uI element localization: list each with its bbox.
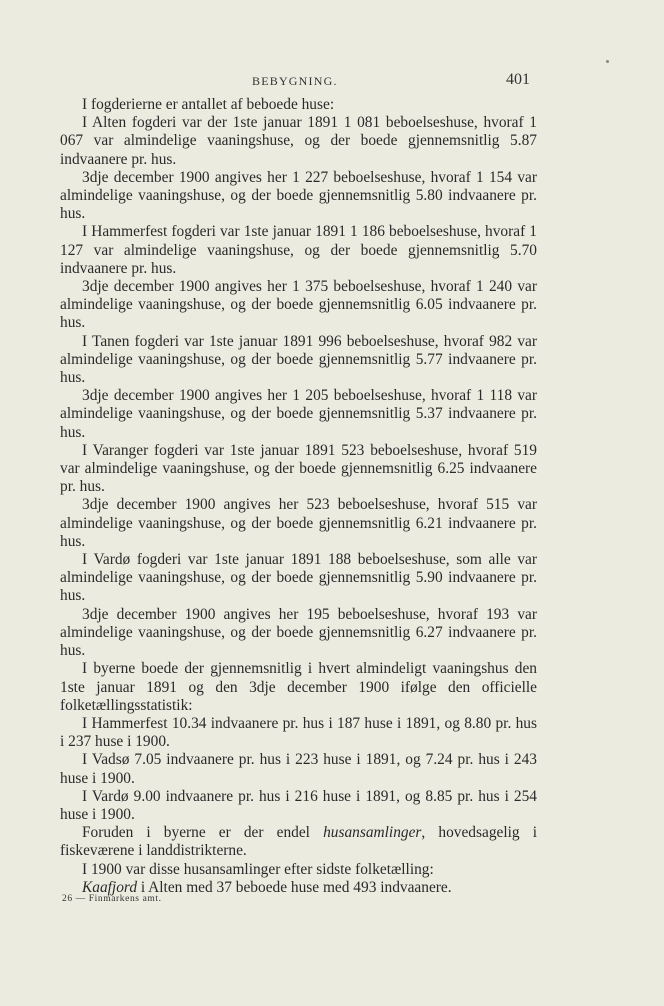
paragraph-vardo-1900: 3dje december 1900 angives her 195 beboelseshuse, hvoraf 193 var almindelige vaaningshuse, og der boede gjennemsnitlig 6.27 indvaanere pr. hus. [60,605,537,660]
husan-before: Foruden i byerne er der endel [82,824,324,842]
paragraph-vardo-1891: I Vardø fogderi var 1ste januar 1891 188 beboelseshuse, som alle var almindelige vaaningshuse, og der boede gjennemsnitlig 5.90 indvaanere pr. hus. [60,551,537,605]
paragraph-husansamlinger [60,824,537,860]
paragraph-alten-1891: I Alten fogderi var der 1ste januar 1891 1 081 beboelseshuse, hvoraf 1 067 var almindelige vaaningshuse, og der boede gjennemsnitlig 5.87 indvaanere pr. hus. [60,114,537,168]
paragraph-towns-intro: I byerne boede der gjennemsnitlig i hvert almindeligt vaaningshus den 1ste januar 1891 og den 3dje december 1900 ifølge den officielle folketællingsstatistik: [60,660,537,714]
running-head: BEBYGNING. [252,74,338,88]
paper-speck [606,60,609,63]
paragraph-alten-1900: 3dje december 1900 angives her 1 227 beboelseshuse, hvoraf 1 154 var almindelige vaaningshuse, og der boede gjennemsnitlig 5.80 indvaanere pr. hus. [60,168,537,223]
page-number: 401 [506,71,530,88]
paragraph-town-hammerfest: I Hammerfest 10.34 indvaanere pr. hus i 187 huse i 1891, og 8.80 pr. hus i 237 huse i 1900. [60,714,537,751]
paragraph-hammerfest-1891: I Hammerfest fogderi var 1ste januar 1891 1 186 beboelseshuse, hvoraf 1 127 var almindelige vaaningshuse, og der boede gjennemsnitlig 5.70 indvaanere pr. hus. [60,223,537,277]
husan-italic: husansamlinger [323,824,422,842]
paragraph-hammerfest-1900: 3dje december 1900 angives her 1 375 beboelseshuse, hvoraf 1 240 var almindelige vaaningshuse, og der boede gjennemsnitlig 6.05 indvaanere pr. hus. [60,278,537,332]
paragraph-census-1900: I 1900 var disse husansamlinger efter sidste folketælling: [82,860,434,878]
body-text [60,96,537,897]
paragraph-tanen-1900: 3dje december 1900 angives her 1 205 beboelseshuse, hvoraf 1 118 var almindelige vaaningshuse, og der boede gjennemsnitlig 5.37 indvaanere pr. hus. [60,387,537,441]
paragraph-tanen-1891: I Tanen fogderi var 1ste januar 1891 996 beboelseshuse, hvoraf 982 var almindelige vaaningshuse, og der boede gjennemsnitlig 5.77 indvaanere pr. hus. [60,332,537,387]
printer-signature: 26 — Finmarkens amt. [62,894,162,904]
paragraph-town-vardo: I Vardø 9.00 indvaanere pr. hus i 216 huse i 1891, og 8.85 pr. hus i 254 huse i 1900. [60,787,537,823]
kaafjord-after: i Alten med 37 beboede huse med 493 indvaanere. [137,878,452,896]
kaafjord-italic: Kaafjord [82,878,138,896]
paragraph-varanger-1891: I Varanger fogderi var 1ste januar 1891 523 beboelseshuse, hvoraf 519 var almindelige vaaningshuse, og der boede gjennemsnitlig 6.25 indvaanere pr. hus. [60,441,537,496]
paragraph-intro: I fogderierne er antallet af beboede huse: [82,96,335,113]
husan-after: , hovedsagelig i fiskeværene i landdistrikterne. [60,824,537,860]
paragraph-varanger-1900: 3dje december 1900 angives her 523 beboelseshuse, hvoraf 515 var almindelige vaaningshuse, og der boede gjennemsnitlig 6.21 indvaanere pr. hus. [60,496,537,550]
paragraph-town-vadso: I Vadsø 7.05 indvaanere pr. hus i 223 huse i 1891, og 7.24 pr. hus i 243 huse i 1900. [60,751,537,787]
